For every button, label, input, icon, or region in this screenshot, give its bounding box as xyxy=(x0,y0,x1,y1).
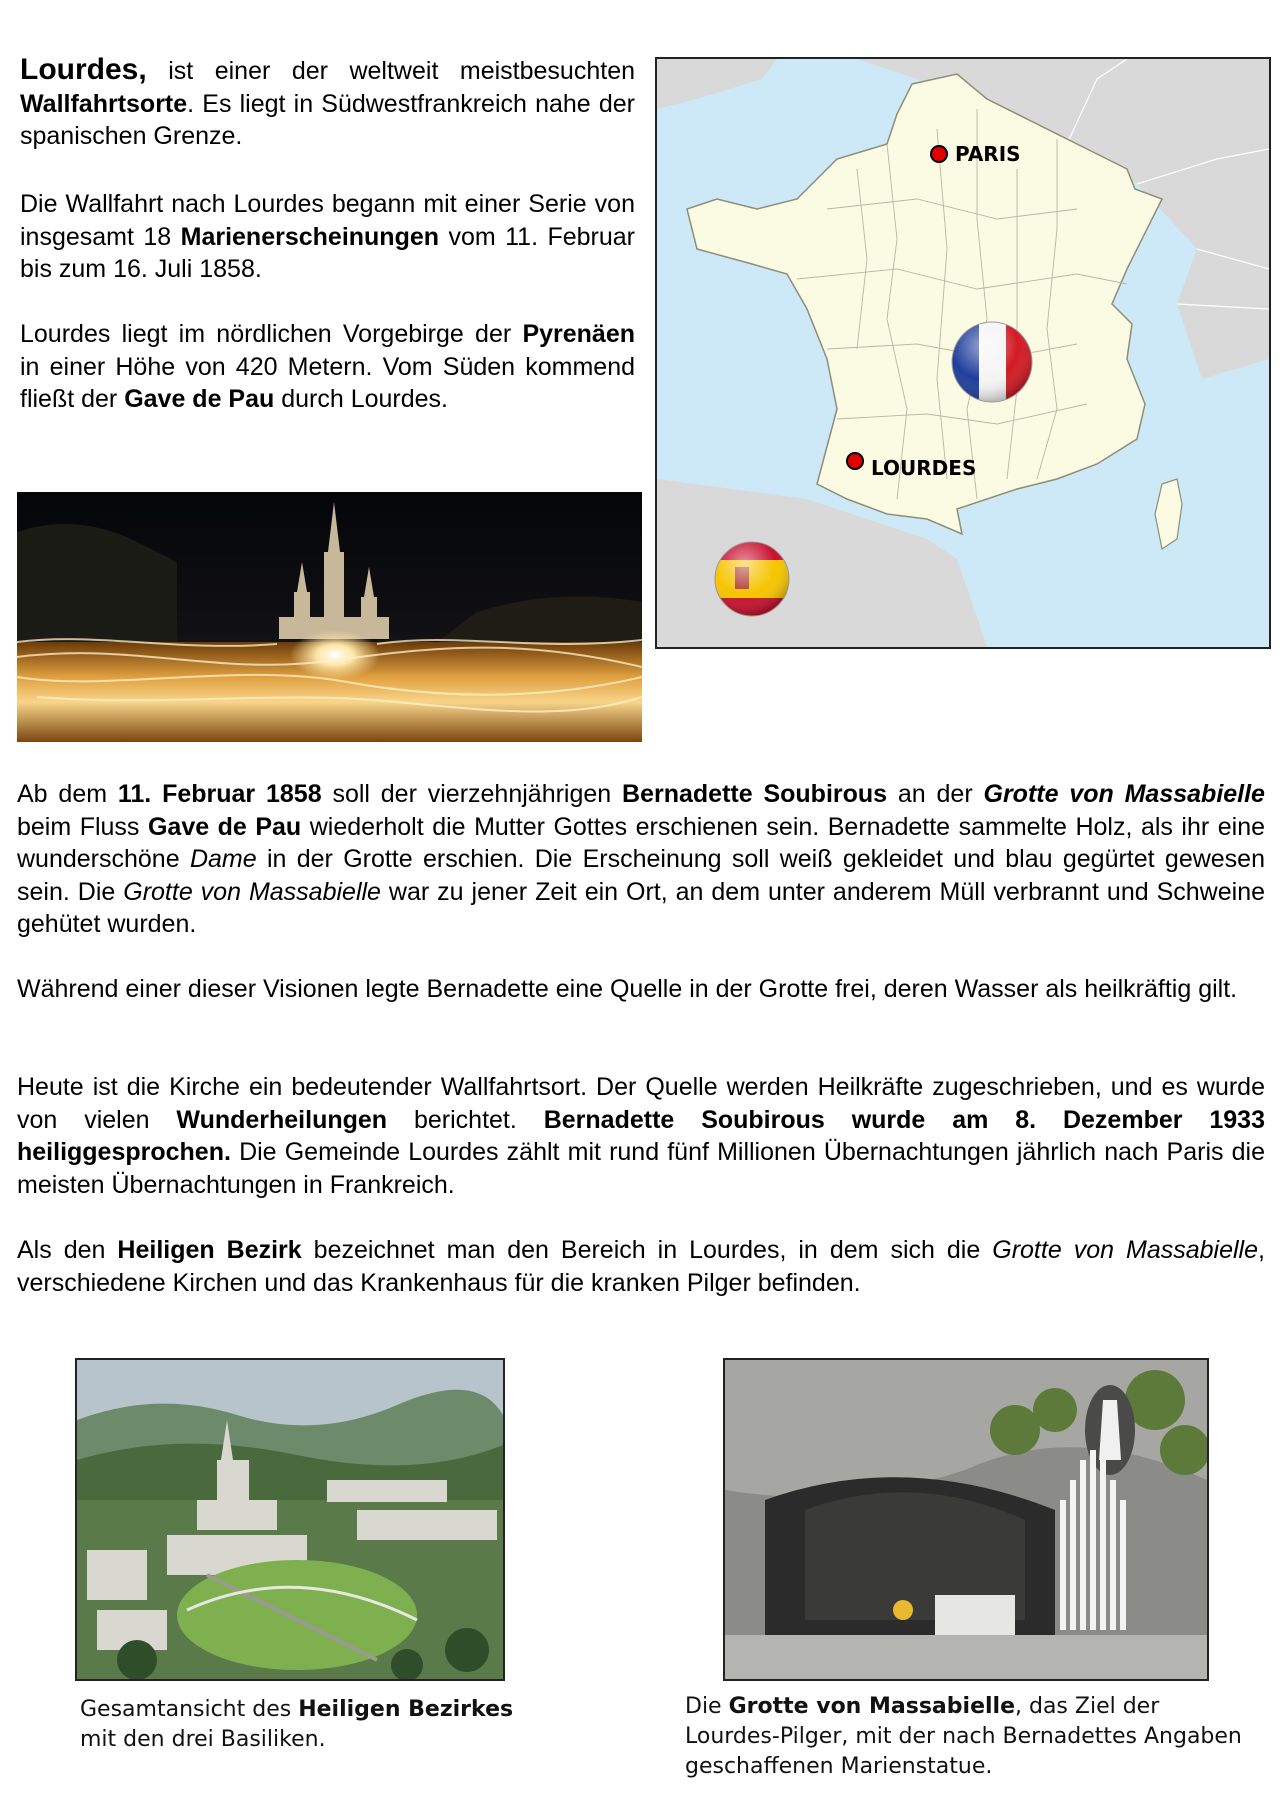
text-run: , verschiedene Kirchen und das Krankenhaus für die kranken Pilger befinden. xyxy=(17,1236,1265,1297)
text-run: Wallfahrtsorte xyxy=(20,89,188,118)
text-run: Als den xyxy=(17,1236,118,1264)
text-run: bezeichnet man den Bereich in Lourdes, in dem sich die xyxy=(301,1236,993,1264)
paris-label: PARIS xyxy=(955,142,1021,166)
text-run: in einer Höhe von 420 Metern. Vom Süden kommend fließt der xyxy=(20,352,635,413)
text-run: Grotte von Massabielle xyxy=(992,1236,1259,1264)
text-run: war zu jener Zeit ein Ort, an dem unter anderem Müll verbrannt und Schweine gehütet wurden. xyxy=(17,877,1265,938)
text-run: Die Wallfahrt nach Lourdes begann mit einer Serie von insgesamt 18 xyxy=(20,190,635,251)
text-run: Marienerscheinungen xyxy=(180,222,440,251)
paris-marker xyxy=(931,146,947,162)
text-run: mit den drei Basiliken. xyxy=(80,1727,326,1752)
map-of-france xyxy=(655,57,1271,649)
body-paragraph-1 xyxy=(17,778,1265,941)
intro-paragraph-2 xyxy=(20,188,635,286)
text-run: , das Ziel der Lourdes-Pilger, mit der nach Bernadettes Angaben geschaffenen Marienstatue. xyxy=(685,1694,1242,1779)
lourdes-marker xyxy=(847,453,863,469)
sanctuary-overview-photo xyxy=(75,1358,505,1681)
intro-paragraph-1 xyxy=(20,54,635,153)
text-run: beim Fluss xyxy=(17,812,148,841)
grotto-photo xyxy=(723,1358,1209,1681)
text-run: Gave de Pau xyxy=(124,385,275,413)
body-paragraph-3 xyxy=(17,1071,1265,1201)
text-run: Gesamtansicht des xyxy=(80,1697,299,1722)
text-run: soll der vierzehnjährigen xyxy=(321,780,623,808)
text-run: Dame xyxy=(189,845,257,873)
text-run: in der Grotte erschien. Die Erscheinung soll weiß gekleidet und blau gegürtet gewesen sein. Die xyxy=(17,845,1265,906)
text-run: Heute ist die Kirche ein bedeutender Wallfahrtsort. Der Quelle werden Heilkräfte zugeschrieben, und es wurde von vielen xyxy=(17,1073,1265,1134)
france-flag-icon xyxy=(952,322,1033,402)
text-run: Bernadette Soubirous xyxy=(622,780,888,808)
text-run: Die Gemeinde Lourdes zählt mit rund fünf Millionen Übernachtungen jährlich nach Paris die meisten Übernachtungen in Frankreich. xyxy=(17,1138,1265,1199)
text-run: Pyrenäen xyxy=(522,320,635,348)
caption-sanctuary-photo xyxy=(80,1695,520,1755)
text-run: Grotte von Massabielle xyxy=(123,877,381,906)
text-run: Heiligen Bezirk xyxy=(117,1236,302,1264)
text-run: Lourdes, xyxy=(20,53,147,86)
text-run: Grotte von Massabielle xyxy=(983,780,1265,808)
text-run: Die xyxy=(685,1694,729,1719)
text-run: ist einer der weltweit meistbesuchten xyxy=(146,57,635,85)
lourdes-label: LOURDES xyxy=(871,456,977,480)
text-run: Bernadette Soubirous wurde am 8. Dezember 1933 heiliggesprochen. xyxy=(17,1105,1265,1166)
text-run: Grotte von Massabielle xyxy=(728,1694,1015,1719)
text-run: an der xyxy=(887,780,984,808)
text-run: durch Lourdes. xyxy=(274,385,448,413)
text-run: wiederholt die Mutter Gottes erschienen sein. Bernadette sammelte Holz, als ihr eine wunderschöne xyxy=(17,812,1266,873)
text-run: vom 11. Februar bis zum 16. Juli 1858. xyxy=(20,222,635,283)
candle-procession-photo xyxy=(17,492,642,742)
text-run: Heiligen Bezirkes xyxy=(298,1697,514,1722)
body-paragraph-4 xyxy=(17,1234,1265,1299)
text-run: Wunderheilungen xyxy=(176,1105,388,1134)
body-paragraph-2 xyxy=(17,973,1265,1006)
text-run: Ab dem xyxy=(17,780,118,808)
text-run: . Es liegt in Südwestfrankreich nahe der spanischen Grenze. xyxy=(20,89,635,150)
text-run: Gave de Pau xyxy=(147,812,302,841)
intro-paragraph-3 xyxy=(20,318,635,416)
text-run: Während einer dieser Visionen legte Bernadette eine Quelle in der Grotte frei, deren Wasser als heilkräftig gilt. xyxy=(17,975,1238,1003)
spain-flag-icon xyxy=(715,542,789,616)
text-run: 11. Februar 1858 xyxy=(117,780,322,808)
text-run: berichtet. xyxy=(387,1105,544,1134)
caption-grotto-photo xyxy=(685,1692,1255,1782)
text-run: Lourdes liegt im nördlichen Vorgebirge der xyxy=(20,320,523,348)
